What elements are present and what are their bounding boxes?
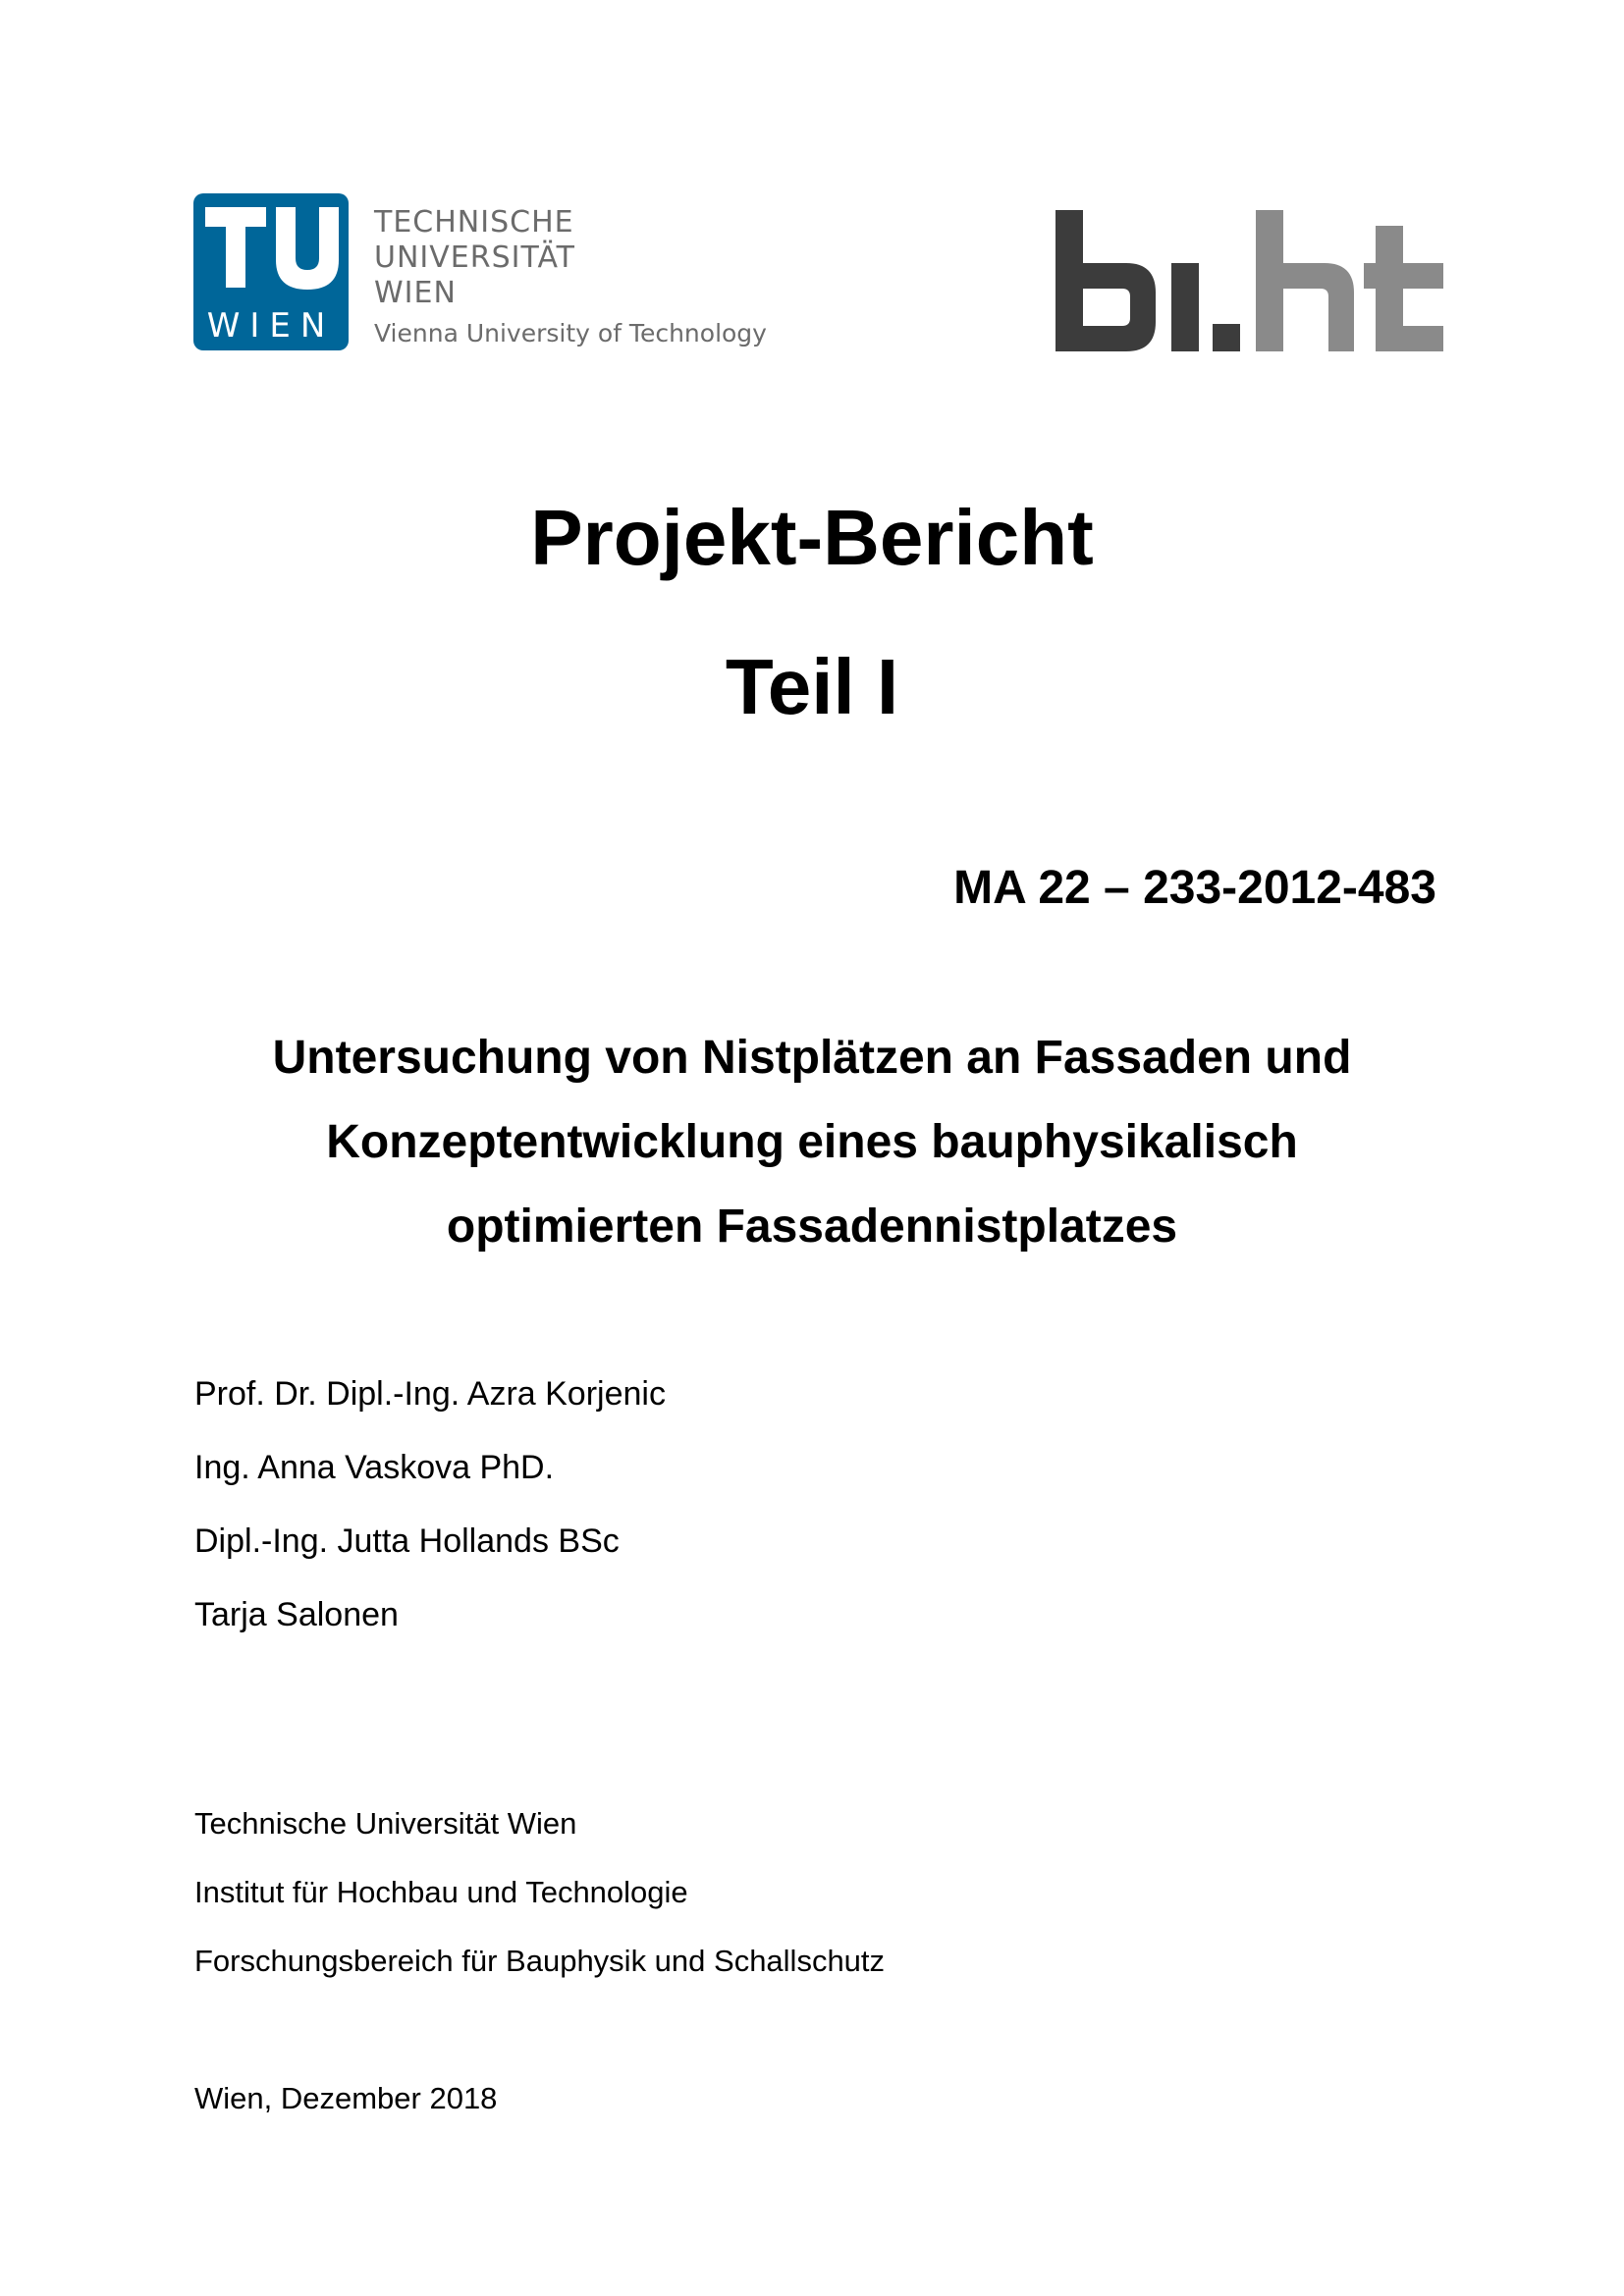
subtitle-line-2: Konzeptentwicklung eines bauphysikalisch [326,1116,1298,1168]
project-number: MA 22 – 233-2012-483 [953,862,1436,914]
tu-wien-mark [193,193,349,350]
tu-wien-line-3: WIEN [374,276,457,310]
subtitle-line-1: Untersuchung von Nistplätzen an Fassaden und [272,1032,1352,1084]
institution-university: Technische Universität Wien [194,1806,577,1841]
tu-wien-mark-wien: WIEN [206,306,336,346]
institution-institute: Institut für Hochbau und Technologie [194,1875,688,1909]
institution-research-area: Forschungsbereich für Bauphysik und Schallschutz [194,1944,886,1978]
report-title: Projekt-Bericht [530,494,1094,581]
tu-wien-line-2: UNIVERSITÄT [374,240,575,275]
author-2: Ing. Anna Vaskova PhD. [194,1449,555,1486]
tu-wien-mark-graphic [193,193,349,350]
subtitle-line-3: optimierten Fassadennistplatzes [446,1201,1178,1253]
tu-wien-line-1: TECHNISCHE [374,205,574,240]
tu-wien-subline: Vienna University of Technology [374,319,767,347]
biht-logo [1056,208,1443,353]
biht-logo-graphic [1056,208,1443,353]
tu-wien-logo [193,193,767,350]
author-1: Prof. Dr. Dipl.-Ing. Azra Korjenic [194,1375,666,1413]
author-4: Tarja Salonen [194,1596,399,1633]
tu-wien-wordmark [374,205,767,348]
place-date: Wien, Dezember 2018 [194,2081,498,2115]
report-part: Teil I [725,643,899,730]
author-3: Dipl.-Ing. Jutta Hollands BSc [194,1522,620,1560]
